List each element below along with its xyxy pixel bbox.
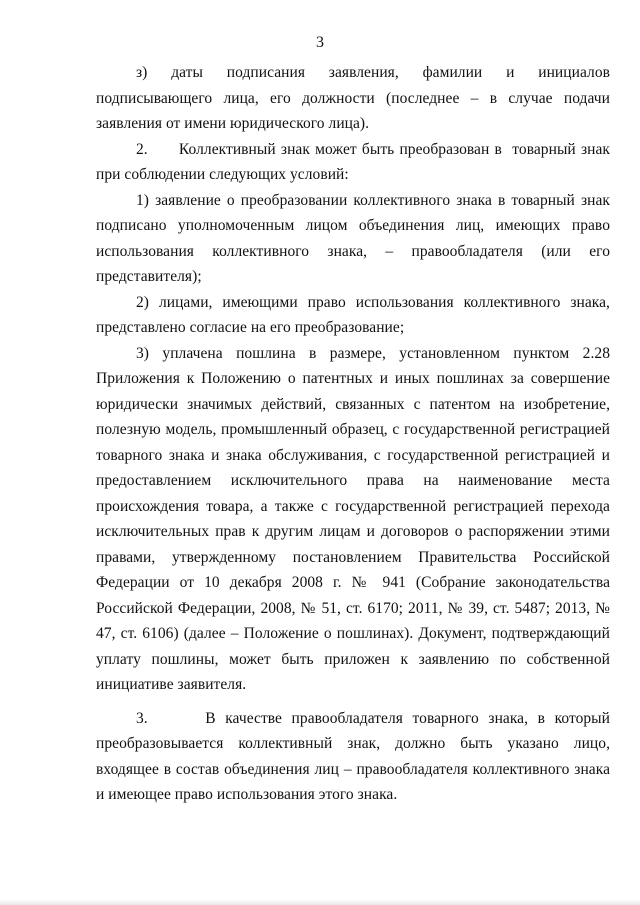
scan-edge bbox=[0, 899, 640, 905]
paragraph-section-3: 3. В качестве правообладателя товарного знака, в который преобразовывается коллективный знак, должно быть указано лицо, входящее в состав объединения лиц – правообладателя коллективного знака и имеющее право использования этого знака. bbox=[96, 709, 614, 803]
paragraph-section-2: 2. Коллективный знак может быть преобразован в товарный знак при соблюдении следующих условий: bbox=[96, 140, 614, 183]
page-number: 3 bbox=[316, 34, 324, 51]
paragraph-condition-3: 3) уплачена пошлина в размере, установленном пунктом 2.28 Приложения к Положению о патентных и иных пошлинах за совершение юридически значимых действий, связанных с патентом на изобретение, полезную модель, промышленный образец, с государственной регистрацией товарного знака и знака обслуживания, с государственной регистрацией и предоставлением исключительного права на наименование места происхождения товара, а также с государственной регистрацией перехода исключительных прав к другим лицам и договоров о распоряжении этими правами, утвержденному постановлением Правительства Российской Федерации от 10 декабря 2008 г. № 941 (Собрание законодательства Российской Федерации, 2008, № 51, ст. 6170; 2011, № 39, ст. 5487; 2013, № 47, ст. 6106) (далее – Положение о пошлинах). Документ, подтверждающий уплату пошлины, может быть приложен к заявлению по собственной инициативе заявителя. bbox=[96, 344, 610, 693]
document-body bbox=[96, 60, 614, 808]
paragraph-condition-2: 2) лицами, имеющими право использования коллективного знака, представлено согласие на его преобразование; bbox=[96, 293, 610, 336]
paragraph-condition-1: 1) заявление о преобразовании коллективного знака в товарный знак подписано уполномоченным лицом объединения лиц, имеющих право использования коллективного знака, – правообладателя (или его представителя); bbox=[96, 191, 610, 285]
paragraph-item-z: з) даты подписания заявления, фамилии и инициалов подписывающего лица, его должности (последнее – в случае подачи заявления от имени юридического лица). bbox=[96, 64, 610, 132]
